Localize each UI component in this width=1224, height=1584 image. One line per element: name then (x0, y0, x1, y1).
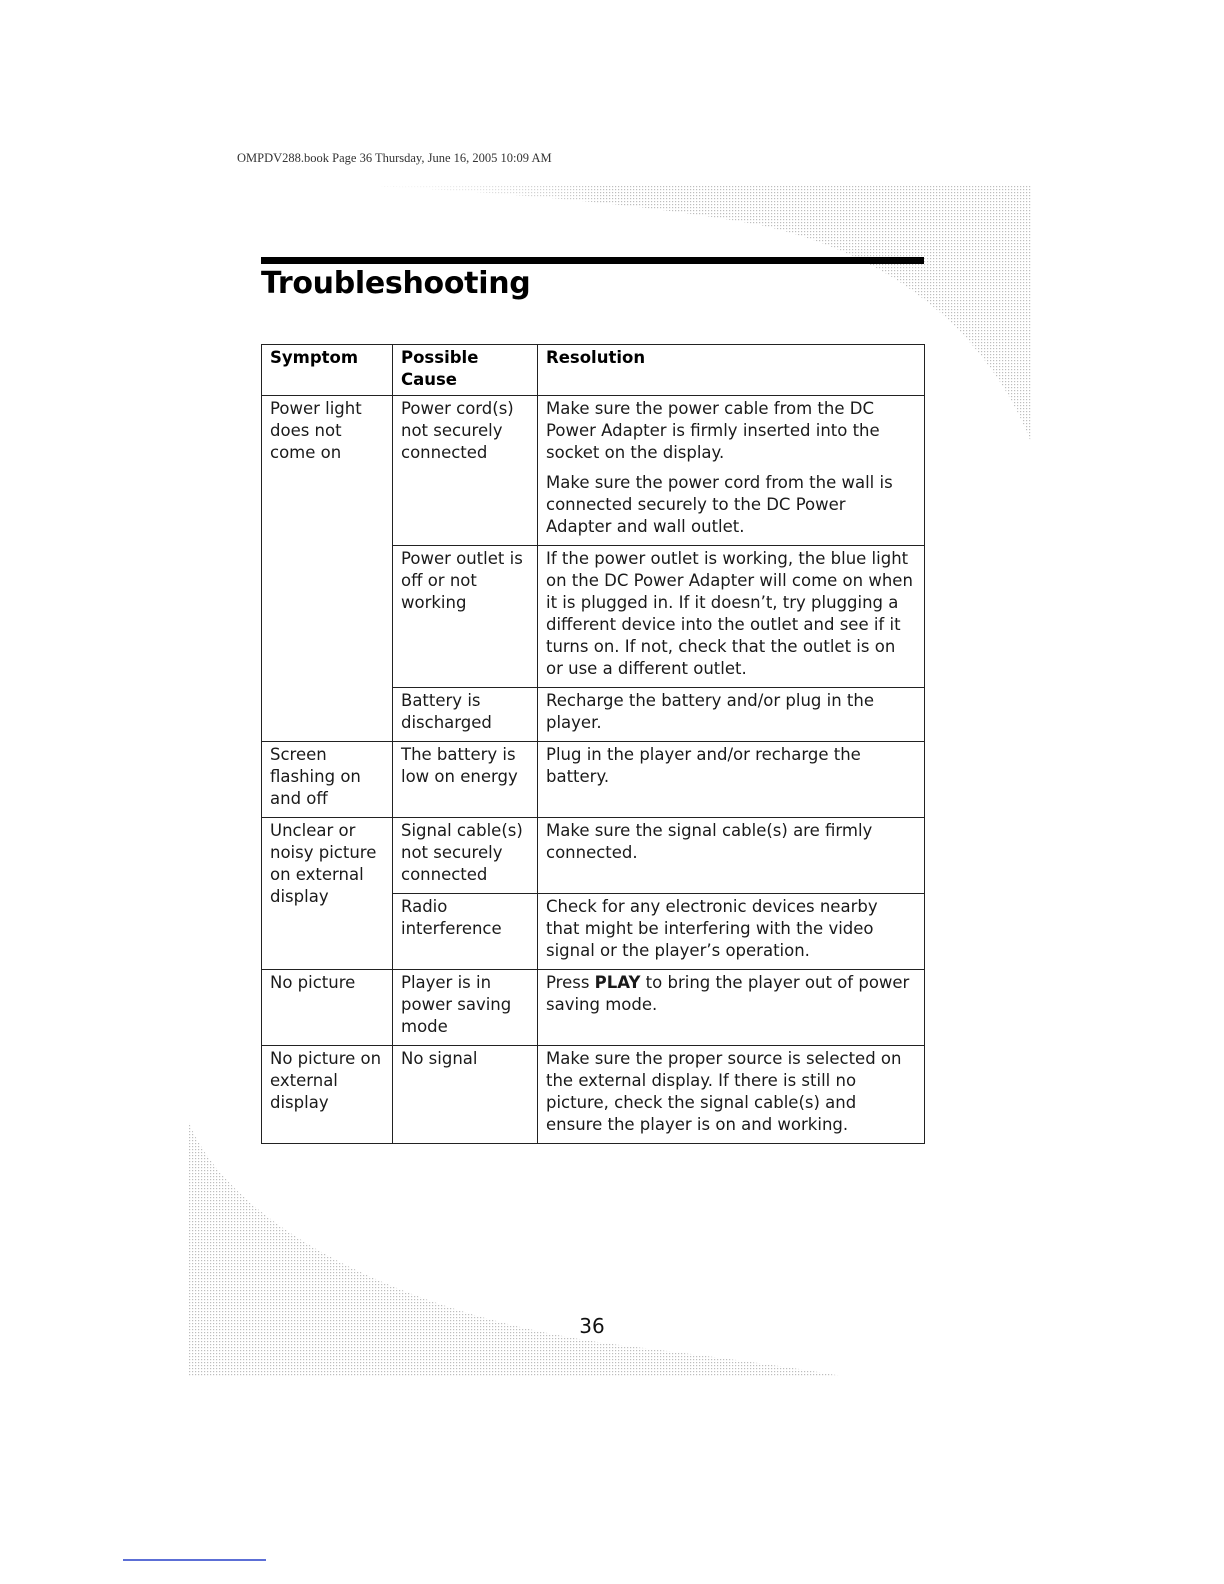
cause-cell: Player is in power saving mode (393, 970, 538, 1046)
symptom-cell: Screen flashing on and off (262, 742, 393, 818)
resolution-text: Recharge the battery and/or plug in the player. (546, 691, 874, 732)
header-possible-cause: Possible Cause (393, 345, 538, 396)
table-row (262, 396, 925, 546)
cause-cell: Power cord(s) not securely connected (393, 396, 538, 546)
symptom-cell: No picture on external display (262, 1046, 393, 1144)
resolution-cell (538, 970, 925, 1046)
cause-cell: No signal (393, 1046, 538, 1144)
resolution-cell (538, 818, 925, 894)
resolution-text: Make sure the power cord from the wall is connected securely to the DC Power Adapter and wall outlet. (546, 473, 893, 536)
resolution-text-before: Press (546, 973, 595, 992)
header-resolution: Resolution (538, 345, 925, 396)
resolution-cell (538, 742, 925, 818)
resolution-text: Make sure the signal cable(s) are firmly connected. (546, 821, 873, 862)
running-head: OMPDV288.book Page 36 Thursday, June 16, 2005 10:09 AM (237, 151, 552, 165)
resolution-cell (538, 894, 925, 970)
page-title: Troubleshooting (261, 266, 531, 301)
resolution-text-after: to bring the player out of power saving mode. (546, 973, 910, 1014)
troubleshooting-table (261, 344, 925, 1144)
resolution-cell (538, 546, 925, 688)
symptom-cell: No picture (262, 970, 393, 1046)
table-row (262, 1046, 925, 1144)
symptom-cell: Unclear or noisy picture on external display (262, 818, 393, 970)
symptom-cell: Power light does not come on (262, 396, 393, 742)
footer-link-underline[interactable] (123, 1559, 266, 1561)
play-button-label: PLAY (594, 973, 641, 992)
table-header-row (262, 345, 925, 396)
resolution-text: If the power outlet is working, the blue light on the DC Power Adapter will come on when it is plugged in. If it doesn’t, try plugging a different device into the outlet and see if it turns on. If not, check that the outlet is on or use a different outlet. (546, 549, 913, 678)
cause-cell: Battery is discharged (393, 688, 538, 742)
title-rule (261, 257, 924, 264)
bottom-left-swoosh (188, 1120, 848, 1377)
resolution-text: Make sure the proper source is selected on the external display. If there is still no picture, check the signal cable(s) and ensure the player is on and working. (546, 1049, 902, 1134)
cause-cell: Power outlet is off or not working (393, 546, 538, 688)
resolution-cell (538, 1046, 925, 1144)
table-row (262, 818, 925, 894)
resolution-text: Check for any electronic devices nearby that might be interfering with the video signal or the player’s operation. (546, 897, 878, 960)
page-number: 36 (579, 1314, 605, 1338)
cause-cell: The battery is low on energy (393, 742, 538, 818)
resolution-cell (538, 396, 925, 546)
resolution-text: Make sure the power cable from the DC Power Adapter is firmly inserted into the socket on the display. (546, 399, 880, 462)
resolution-cell (538, 688, 925, 742)
cause-cell: Radio interference (393, 894, 538, 970)
table-row (262, 742, 925, 818)
resolution-text: Plug in the player and/or recharge the battery. (546, 745, 861, 786)
header-symptom: Symptom (262, 345, 393, 396)
cause-cell: Signal cable(s) not securely connected (393, 818, 538, 894)
resolution-text (546, 972, 916, 1016)
table-row (262, 970, 925, 1046)
